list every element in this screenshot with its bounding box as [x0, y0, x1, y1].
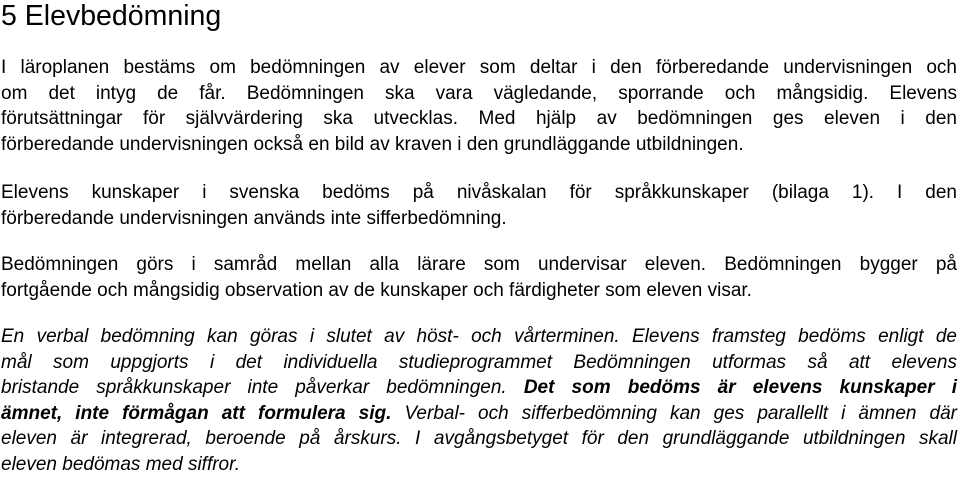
paragraph-assessment-intro [1, 55, 957, 157]
emphasized-text: ämnet, inte förmågan att formulera sig. [1, 403, 391, 424]
paragraph-line: mål som uppgjorts i det individuella studieprogrammet Bedömningen utformas så att elevens [1, 350, 957, 376]
paragraph-text: bristande språkkunskaper inte påverkar bedömningen. [1, 377, 524, 398]
emphasized-text: Det som bedöms är elevens kunskaper i [524, 377, 957, 398]
paragraph-text: Verbal- och sifferbedömning kan ges parallellt i ämnen där [391, 403, 957, 424]
paragraph-line-mixed [1, 375, 957, 401]
paragraph-line: fortgående och mångsidig observation av de kunskaper och färdigheter som eleven visar. [1, 278, 957, 304]
section-heading: 5 Elevbedömning [1, 0, 221, 35]
paragraph-line: om det intyg de får. Bedömningen ska vara vägledande, sporrande och mångsidig. Elevens [1, 81, 957, 107]
paragraph-teacher-collaboration [1, 252, 957, 303]
paragraph-line: eleven är integrerad, beroende på årskurs. I avgångsbetyget för den grundläggande utbildningen skall [1, 426, 957, 452]
paragraph-line-mixed [1, 401, 957, 427]
paragraph-line: I läroplanen bestäms om bedömningen av elever som deltar i den förberedande undervisningen och [1, 55, 957, 81]
paragraph-line: förberedande undervisningen används inte sifferbedömning. [1, 206, 957, 232]
paragraph-verbal-assessment [1, 324, 957, 477]
paragraph-line: Bedömningen görs i samråd mellan alla lärare som undervisar eleven. Bedömningen bygger på [1, 252, 957, 278]
paragraph-line: Elevens kunskaper i svenska bedöms på nivåskalan för språkkunskaper (bilaga 1). I den [1, 180, 957, 206]
paragraph-language-skills [1, 180, 957, 231]
paragraph-line: En verbal bedömning kan göras i slutet av höst- och vårterminen. Elevens framsteg bedöms enligt de [1, 324, 957, 350]
paragraph-line: förberedande undervisningen också en bild av kraven i den grundläggande utbildningen. [1, 132, 957, 158]
paragraph-line: förutsättningar för självvärdering ska utvecklas. Med hjälp av bedömningen ges eleven i den [1, 106, 957, 132]
paragraph-line: eleven bedömas med siffror. [1, 452, 957, 477]
